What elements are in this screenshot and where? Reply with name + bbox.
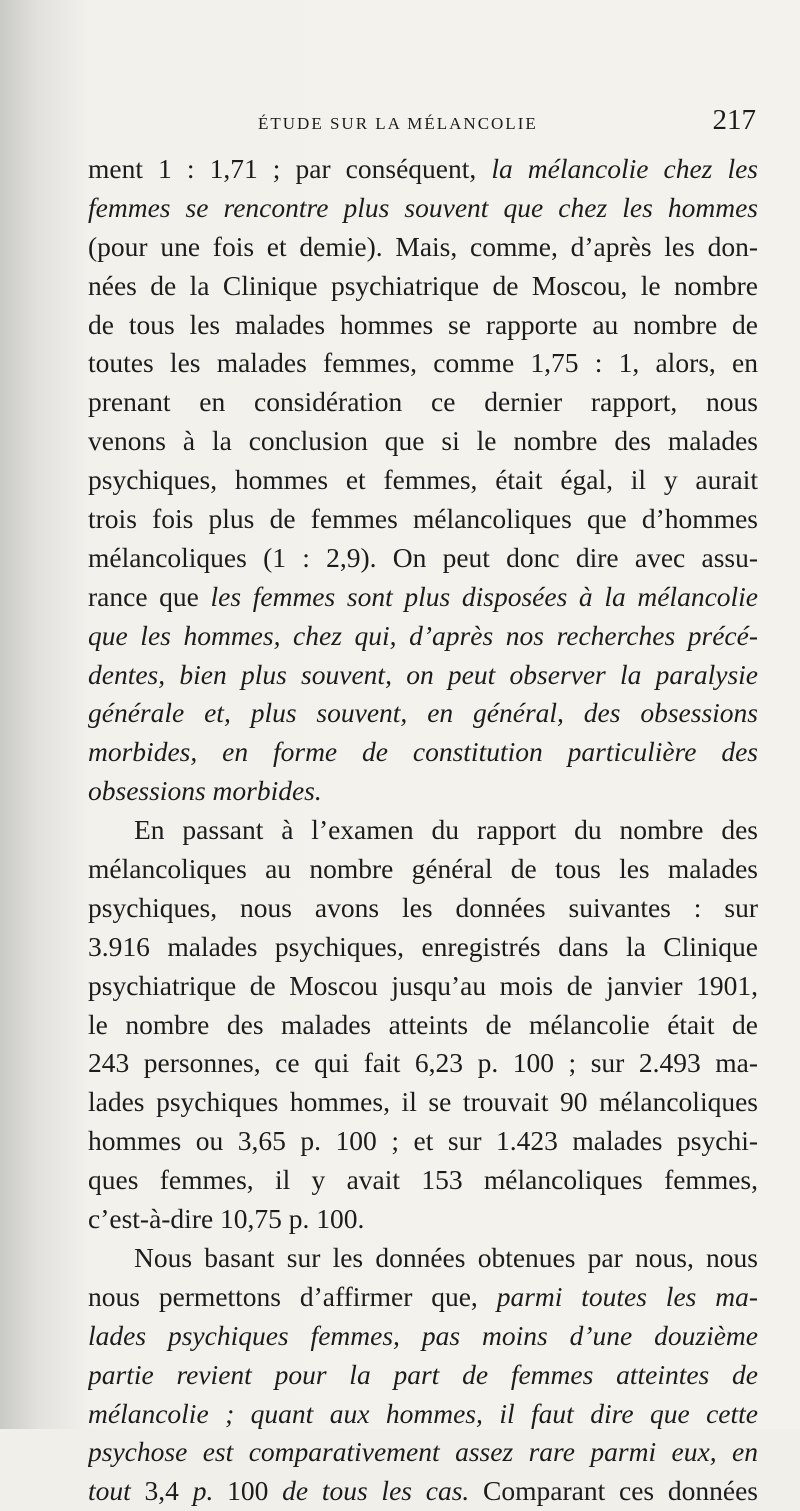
text-segment: 100 <box>227 1475 283 1507</box>
text-line <box>88 1006 758 1045</box>
text-segment: psychiques, nous avons les données suivantes : sur <box>88 891 758 923</box>
text-segment: 3.916 malades psychiques, enregistrés dans la Clinique <box>88 930 758 962</box>
text-line <box>88 267 758 306</box>
text-segment: le nombre des malades atteints de mélancolie était de <box>88 1008 758 1040</box>
text-segment: c’est-à-dire 10,75 p. 100. <box>88 1203 365 1235</box>
italic-text: psychose est comparativement assez rare parmi eux, en <box>88 1436 758 1468</box>
text-line <box>88 1239 758 1278</box>
italic-text: générale et, plus souvent, en général, des obsessions <box>88 697 758 729</box>
text-line <box>88 228 758 267</box>
running-title: ÉTUDE SUR LA MÉLANCOLIE <box>258 114 538 133</box>
italic-text: mélancolie ; quant aux hommes, il faut dire que cette <box>88 1397 758 1429</box>
text-line <box>88 1083 758 1122</box>
italic-text: parmi toutes les ma- <box>496 1280 758 1312</box>
body-text <box>88 150 758 1511</box>
italic-text: tout <box>88 1475 145 1507</box>
text-line <box>88 500 758 539</box>
italic-text: dentes, bien plus souvent, on peut observer la paralysie <box>88 658 758 690</box>
text-line <box>88 850 758 889</box>
italic-text: obsessions morbides. <box>88 775 322 807</box>
text-segment: toutes les malades femmes, comme 1,75 : 1, alors, en <box>88 347 758 379</box>
italic-text: partie revient pour la part de femmes atteintes de <box>88 1358 758 1390</box>
text-segment: Nous basant sur les données obtenues par nous, nous <box>134 1241 758 1273</box>
text-segment: ment 1 : 1,71 ; par conséquent, <box>88 153 492 184</box>
text-segment: prenant en considération ce dernier rapport, nous <box>88 386 758 418</box>
text-line <box>88 694 758 733</box>
text-segment: trois fois plus de femmes mélancoliques que d’hommes <box>88 503 758 535</box>
text-line <box>88 1395 758 1434</box>
text-segment: nous permettons d’affirmer que, <box>88 1280 497 1312</box>
text-line <box>88 1044 758 1083</box>
text-line <box>88 811 758 850</box>
italic-text: p. <box>192 1475 228 1507</box>
text-line <box>88 1356 758 1395</box>
text-line <box>88 578 758 617</box>
text-line <box>88 383 758 422</box>
text-segment: nées de la Clinique psychiatrique de Moscou, le nombre <box>88 269 758 301</box>
text-segment: rance que <box>88 580 211 612</box>
italic-text: femmes se rencontre plus souvent que chez les hommes <box>88 191 758 223</box>
text-line <box>88 150 758 189</box>
text-segment: hommes ou 3,65 p. 100 ; et sur 1.423 malades psychi- <box>88 1125 758 1157</box>
text-segment: psychiatrique de Moscou jusqu’au mois de janvier 1901, <box>88 969 758 1001</box>
text-segment: psychiques, hommes et femmes, était égal, il y aurait <box>88 464 758 496</box>
text-line <box>88 1161 758 1200</box>
text-segment: de tous les malades hommes se rapporte au nombre de <box>88 308 758 340</box>
text-segment: En passant à l’examen du rapport du nombre des <box>134 814 758 846</box>
text-line <box>88 1317 758 1356</box>
page-number: 217 <box>712 104 756 136</box>
text-line <box>88 344 758 383</box>
text-line <box>88 1472 758 1511</box>
text-segment: (pour une fois et demie). Mais, comme, d’après les don- <box>88 230 758 262</box>
italic-text: morbides, en forme de constitution particulière des <box>88 736 758 768</box>
text-segment: venons à la conclusion que si le nombre des malades <box>88 425 758 457</box>
text-line <box>88 461 758 500</box>
text-line <box>88 772 758 811</box>
text-segment: mélancoliques au nombre général de tous les malades <box>88 853 758 885</box>
text-segment: 243 personnes, ce qui fait 6,23 p. 100 ; sur 2.493 ma- <box>88 1047 758 1079</box>
text-line <box>88 889 758 928</box>
text-line <box>88 189 758 228</box>
italic-text: la mélancolie chez les <box>491 153 758 184</box>
text-line <box>88 733 758 772</box>
text-line <box>88 1122 758 1161</box>
text-segment: Comparant ces données <box>469 1475 758 1507</box>
text-line <box>88 1433 758 1472</box>
text-line <box>88 306 758 345</box>
text-line <box>88 1200 758 1239</box>
text-line <box>88 539 758 578</box>
text-line <box>88 422 758 461</box>
text-segment: lades psychiques hommes, il se trouvait 90 mélancoliques <box>88 1086 758 1118</box>
italic-text: les femmes sont plus disposées à la mélancolie <box>210 580 758 612</box>
running-head <box>88 102 760 142</box>
text-line <box>88 656 758 695</box>
italic-text: de tous les cas. <box>282 1475 470 1507</box>
italic-text: lades psychiques femmes, pas moins d’une douzième <box>88 1319 758 1351</box>
italic-text: que les hommes, chez qui, d’après nos recherches précé- <box>88 619 758 651</box>
text-segment: 3,4 <box>144 1475 193 1507</box>
text-segment: ques femmes, il y avait 153 mélancoliques femmes, <box>88 1164 758 1196</box>
text-line <box>88 928 758 967</box>
text-line <box>88 1278 758 1317</box>
text-line <box>88 967 758 1006</box>
text-line <box>88 617 758 656</box>
text-segment: mélancoliques (1 : 2,9). On peut donc dire avec assu- <box>88 541 758 573</box>
